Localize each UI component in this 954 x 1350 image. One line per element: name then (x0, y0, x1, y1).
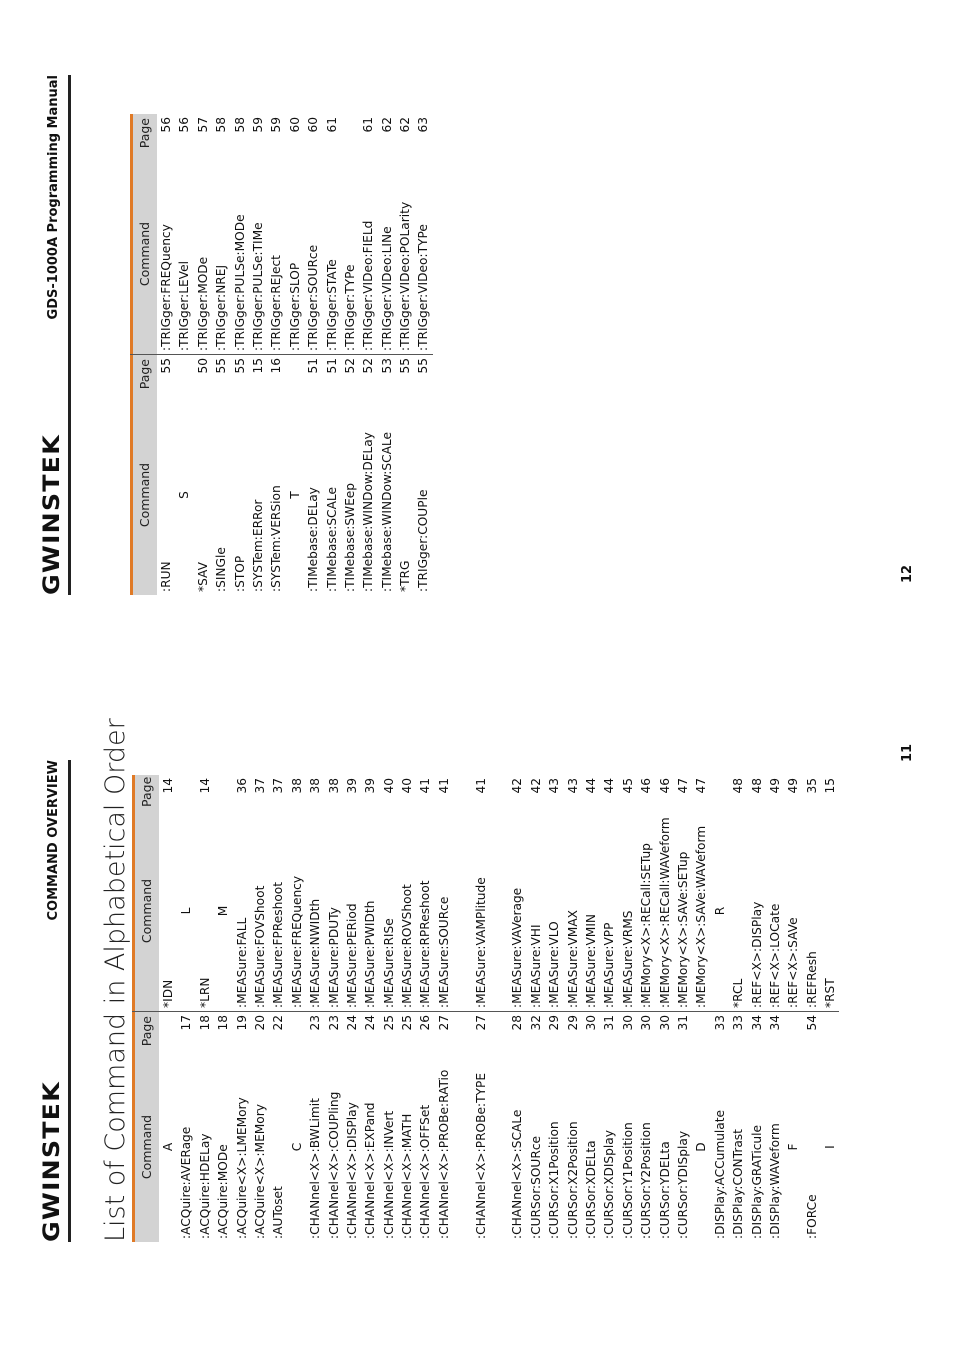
page-cell: 18 (197, 1015, 212, 1031)
command-cell: :CURSor:YDELta (657, 1141, 672, 1239)
page-cell: 61 (361, 117, 376, 133)
command-cell: :REFResh (804, 951, 819, 1008)
command-cell: :MEASure:VAVerage (510, 887, 525, 1008)
section-letter-page (821, 1012, 839, 1052)
section-letter-page (784, 1012, 802, 1052)
page-cell: 62 (379, 117, 394, 133)
section-letter-page (175, 355, 193, 395)
command-cell: :CHANnel<X>:PROBe:TYPE (473, 1072, 488, 1239)
command-cell: :TRIGger:VIDeo:POLarity (398, 201, 413, 351)
command-cell: :CURSor:XDISplay (602, 1130, 617, 1239)
page-cell: 51 (324, 358, 339, 374)
column-command-2 (130, 154, 433, 355)
page-cell: 27 (473, 1015, 488, 1031)
page-cell: 33 (712, 1015, 727, 1031)
command-cell: :TIMebase:WINDow:SCALe (379, 432, 394, 592)
page-cell: 15 (250, 358, 265, 374)
command-cell: :MEMory<X>:SAVe:WAVeform (694, 825, 709, 1008)
command-cell: :MEMory<X>:RECall:WAVeform (657, 817, 672, 1008)
command-cell: :TRIGger:VIDeo:FIELd (361, 220, 376, 351)
command-cell: :TRIGger:STATe (324, 259, 339, 351)
page-cell: 43 (547, 778, 562, 794)
command-cell: :TRIGger:MODe (195, 256, 210, 351)
command-cell: :MEASure:VLO (547, 921, 562, 1008)
page-cell (490, 775, 508, 811)
column-command-1 (132, 1052, 839, 1242)
page-cell: 38 (326, 778, 341, 794)
command-cell: :REF<X>:SAVe (786, 917, 801, 1008)
column-page-2 (132, 775, 839, 811)
command-cell: :CURSor:Y2Position (639, 1122, 654, 1239)
command-cell: :CHANnel<X>:SCALe (510, 1109, 525, 1239)
column-page-1 (132, 1012, 839, 1052)
section-letter: F (786, 1143, 801, 1151)
page-cell: 29 (547, 1015, 562, 1031)
page-cell: 47 (694, 778, 709, 794)
section-letter-page (286, 355, 304, 395)
page-cell: 32 (528, 1015, 543, 1031)
page-cell: 30 (639, 1015, 654, 1031)
page-cell: 30 (657, 1015, 672, 1031)
page-cell: 59 (250, 117, 265, 133)
page-cell: 38 (289, 778, 304, 794)
command-cell: :MEASure:FPReshoot (271, 881, 286, 1008)
command-cell: :SYSTem:VERSion (269, 485, 284, 592)
page-cell: 25 (381, 1015, 396, 1031)
page-cell: 17 (179, 1015, 194, 1031)
page-cell: 39 (363, 778, 378, 794)
page-cell: 20 (252, 1015, 267, 1031)
page-cell: 25 (400, 1015, 415, 1031)
page-cell: 16 (269, 358, 284, 374)
page-cell: 41 (473, 778, 488, 794)
left-page (0, 675, 954, 1350)
page-cell: 39 (344, 778, 359, 794)
page-cell: 34 (767, 1015, 782, 1031)
command-cell: :FORCe (804, 1194, 819, 1239)
command-cell: :TRIGger:REJect (269, 255, 284, 351)
page-cell: 61 (324, 117, 339, 133)
section-letter: I (823, 1145, 838, 1149)
command-cell: :MEASure:VHI (528, 924, 543, 1008)
page-cell: 35 (804, 778, 819, 794)
page-cell: 42 (510, 778, 525, 794)
command-cell: :MEASure:VPP (602, 922, 617, 1008)
page-cell: 27 (436, 1015, 451, 1031)
command-cell: :MEASure:FALL (234, 917, 249, 1008)
command-cell: :TRIGger:SLOP (287, 262, 302, 351)
page-cell: 55 (159, 358, 173, 374)
page-cell: 55 (416, 358, 431, 374)
command-cell: *LRN (197, 977, 212, 1008)
page-cell: 47 (675, 778, 690, 794)
command-cell: :TRIGger:PULSe:MODe (232, 214, 247, 351)
command-table (132, 775, 839, 1242)
page-title: List of Command in Alphabetical Order (100, 718, 131, 1242)
header-command: Command (130, 395, 157, 595)
page-cell: 36 (234, 778, 249, 794)
command-cell: :MEASure:RISe (381, 918, 396, 1008)
brand-logo: GWINSTEK (40, 434, 65, 595)
command-cell: :MEASure:NWIDth (308, 898, 323, 1008)
page-cell: 60 (287, 117, 302, 133)
section-letter: M (216, 905, 231, 917)
column-command-2 (132, 811, 839, 1012)
command-cell: :MEASure:PDUTy (326, 907, 341, 1008)
section-letter-page (711, 775, 729, 811)
command-cell: :REF<X>:LOCate (767, 903, 782, 1008)
page-cell (453, 775, 471, 811)
page-cell: 49 (767, 778, 782, 794)
page-cell: 23 (326, 1015, 341, 1031)
page-cell: 33 (731, 1015, 746, 1031)
page-cell: 40 (381, 778, 396, 794)
command-cell: :MEASure:FOVShoot (252, 885, 267, 1008)
page-header (38, 75, 71, 595)
page-cell: 52 (361, 358, 376, 374)
command-cell: :MEASure:VMIN (583, 913, 598, 1008)
page-cell: 22 (271, 1015, 286, 1031)
command-cell: *RCL (731, 978, 746, 1008)
command-cell: :CHANnel<X>:PROBe:RATio (436, 1069, 451, 1239)
page-cell: 44 (583, 778, 598, 794)
section-letter: R (712, 906, 727, 916)
page-cell: 55 (214, 358, 229, 374)
command-cell: :TIMebase:DELay (306, 487, 321, 592)
command-cell: *TRG (398, 560, 413, 592)
page-cell: 50 (195, 358, 210, 374)
command-cell: :TRIGger:COUPle (416, 489, 431, 592)
page-cell: 48 (731, 778, 746, 794)
command-cell: :TRIGger:PULSe:TIMe (250, 222, 265, 351)
section-letter: L (179, 907, 194, 915)
command-cell: *SAV (195, 562, 210, 592)
page-cell: 60 (306, 117, 321, 133)
page-cell: 53 (379, 358, 394, 374)
command-cell: :CURSor:SOURce (528, 1135, 543, 1239)
command-cell: :ACQuire<X>:MEMory (252, 1104, 267, 1239)
command-cell: :MEASure:PWIDth (363, 900, 378, 1008)
command-cell: :DISPlay:ACCumulate (712, 1109, 727, 1239)
page-cell: 41 (418, 778, 433, 794)
command-cell: :MEASure:VRMS (620, 910, 635, 1008)
command-cell: :MEASure:PERiod (344, 903, 359, 1008)
command-cell: :CHANnel<X>:MATH (400, 1113, 415, 1239)
command-cell: :SYSTem:ERRor (250, 499, 265, 592)
command-cell: :ACQuire:AVERage (179, 1126, 194, 1239)
header-page: Page (130, 114, 157, 154)
command-cell: *IDN (161, 979, 175, 1008)
command-cell: :CURSor:XDELta (584, 1140, 599, 1239)
command-cell: :MEASure:FREQuency (289, 875, 304, 1008)
page-number: 11 (900, 743, 915, 762)
page-cell: 54 (804, 1015, 819, 1031)
page-cell: 34 (749, 1015, 764, 1031)
page-cell: 55 (398, 358, 413, 374)
page-cell: 24 (363, 1015, 378, 1031)
command-cell: :MEASure:RPReshoot (418, 880, 433, 1008)
command-cell: :CURSor:Y1Position (620, 1122, 635, 1239)
command-cell: :CHANnel<X>:EXPand (363, 1102, 378, 1239)
page-cell: 31 (675, 1015, 690, 1031)
header-page: Page (132, 1012, 159, 1052)
command-cell: :TRIGger:SOURce (306, 244, 321, 351)
page-cell: 45 (620, 778, 635, 794)
page-cell: 58 (232, 117, 247, 133)
header-command: Command (132, 1052, 159, 1242)
command-cell: :SINGle (214, 547, 229, 592)
page-cell: 30 (620, 1015, 635, 1031)
section-letter-page (159, 1012, 177, 1052)
command-cell: :ACQuire:HDELay (197, 1133, 212, 1239)
command-cell: :ACQuire<X>:LMEMory (234, 1097, 249, 1239)
section-letter-page (214, 775, 232, 811)
command-cell: :ACQuire:MODe (216, 1144, 231, 1239)
command-cell: :CURSor:YDISplay (675, 1130, 690, 1239)
command-cell: :CHANnel<X>:DISPlay (344, 1102, 359, 1239)
command-cell: :DISPlay:CONTrast (731, 1129, 746, 1239)
page-cell: 49 (786, 778, 801, 794)
page-cell: 14 (161, 778, 175, 794)
page-cell: 56 (177, 117, 192, 133)
page-cell: 56 (159, 117, 173, 133)
command-cell: :TIMebase:WINDow:DELay (361, 432, 376, 592)
page-cell: 63 (416, 117, 431, 133)
page-cell: 37 (252, 778, 267, 794)
page-cell: 48 (749, 778, 764, 794)
command-cell: :AUToset (271, 1186, 286, 1239)
manual-title: GDS-1000A Programming Manual (46, 75, 61, 320)
page-cell: 37 (271, 778, 286, 794)
section-letter-page (288, 1012, 306, 1052)
header-page: Page (130, 355, 157, 395)
section-letter: D (694, 1142, 709, 1152)
page-cell: 52 (342, 358, 357, 374)
command-cell: :REF<X>:DISPlay (749, 901, 764, 1008)
page-cell: 30 (584, 1015, 599, 1031)
command-cell: :TRIGger:FREQuency (159, 224, 173, 351)
page-cell: 41 (436, 778, 451, 794)
section-letter: S (177, 491, 192, 499)
command-cell: :TIMebase:SCALe (324, 487, 339, 592)
command-cell: *RST (823, 978, 838, 1008)
section-letter-page (692, 1012, 710, 1052)
command-cell: :RUN (159, 561, 173, 592)
header-command: Command (132, 811, 159, 1011)
command-cell (490, 811, 508, 1011)
page-cell: 55 (232, 358, 247, 374)
command-table (130, 114, 433, 595)
page-cell: 44 (602, 778, 617, 794)
command-cell: :MEASure:VAMPlitude (473, 877, 488, 1008)
command-cell: :TIMebase:SWEep (342, 482, 357, 592)
command-cell (453, 811, 471, 1011)
section-letter: C (289, 1142, 304, 1152)
page-header (38, 760, 71, 1242)
page-cell: 46 (639, 778, 654, 794)
section-title: COMMAND OVERVIEW (46, 760, 61, 921)
page-cell: 24 (344, 1015, 359, 1031)
section-letter-page (177, 775, 195, 811)
page-cell: 40 (400, 778, 415, 794)
page-cell: 38 (308, 778, 323, 794)
column-command-1 (130, 395, 433, 595)
command-cell: :TRIGger:VIDeo:TYPe (416, 224, 431, 351)
page-cell: 19 (234, 1015, 249, 1031)
page-cell: 57 (195, 117, 210, 133)
command-cell: :CURSor:X2Position (565, 1121, 580, 1239)
page-cell: 18 (216, 1015, 231, 1031)
command-cell: :CHANnel<X>:BWLimit (308, 1098, 323, 1239)
command-cell: :CHANnel<X>:OFFSet (418, 1104, 433, 1239)
command-cell: :MEMory<X>:RECall:SETup (639, 843, 654, 1008)
brand-logo: GWINSTEK (40, 1081, 65, 1242)
page-cell (341, 114, 359, 154)
command-cell: :MEASure:VMAX (565, 909, 580, 1008)
page-cell: 28 (510, 1015, 525, 1031)
section-letter: T (287, 491, 302, 499)
section-letter: A (161, 1142, 175, 1152)
page-cell: 51 (306, 358, 321, 374)
command-cell: :TRIGger:VIDeo:LINe (379, 226, 394, 351)
page-cell: 23 (308, 1015, 323, 1031)
page-cell: 62 (398, 117, 413, 133)
page-cell: 26 (418, 1015, 433, 1031)
page-cell: 59 (269, 117, 284, 133)
command-cell: :MEASure:ROVShoot (400, 884, 415, 1008)
page-cell: 58 (214, 117, 229, 133)
column-page-2 (130, 114, 433, 154)
command-cell: :TRIGger:TYPe (342, 264, 357, 351)
command-cell: :CURSor:X1Position (547, 1121, 562, 1239)
page-cell: 43 (565, 778, 580, 794)
page-cell: 31 (602, 1015, 617, 1031)
command-cell: :STOP (232, 555, 247, 592)
page-cell: 46 (657, 778, 672, 794)
page-number: 12 (900, 564, 915, 583)
page-cell: 14 (197, 778, 212, 794)
command-cell: :CHANnel<X>:COUPling (326, 1091, 341, 1239)
command-cell: :MEMory<X>:SAVe:SETup (675, 851, 690, 1008)
page-cell: 29 (565, 1015, 580, 1031)
command-cell: :TRIGger:LEVel (177, 261, 192, 351)
page-cell: 15 (823, 778, 838, 794)
command-cell: :MEASure:SOURce (436, 896, 451, 1008)
header-page: Page (132, 775, 159, 811)
column-page-1 (130, 355, 433, 395)
command-cell: :DISPlay:GRATicule (749, 1124, 764, 1239)
page-cell: 42 (528, 778, 543, 794)
header-command: Command (130, 154, 157, 354)
command-cell: :TRIGger:NREJ (214, 264, 229, 351)
command-cell: :DISPlay:WAVeform (767, 1123, 782, 1239)
command-cell: :CHANnel<X>:INVert (381, 1110, 396, 1239)
